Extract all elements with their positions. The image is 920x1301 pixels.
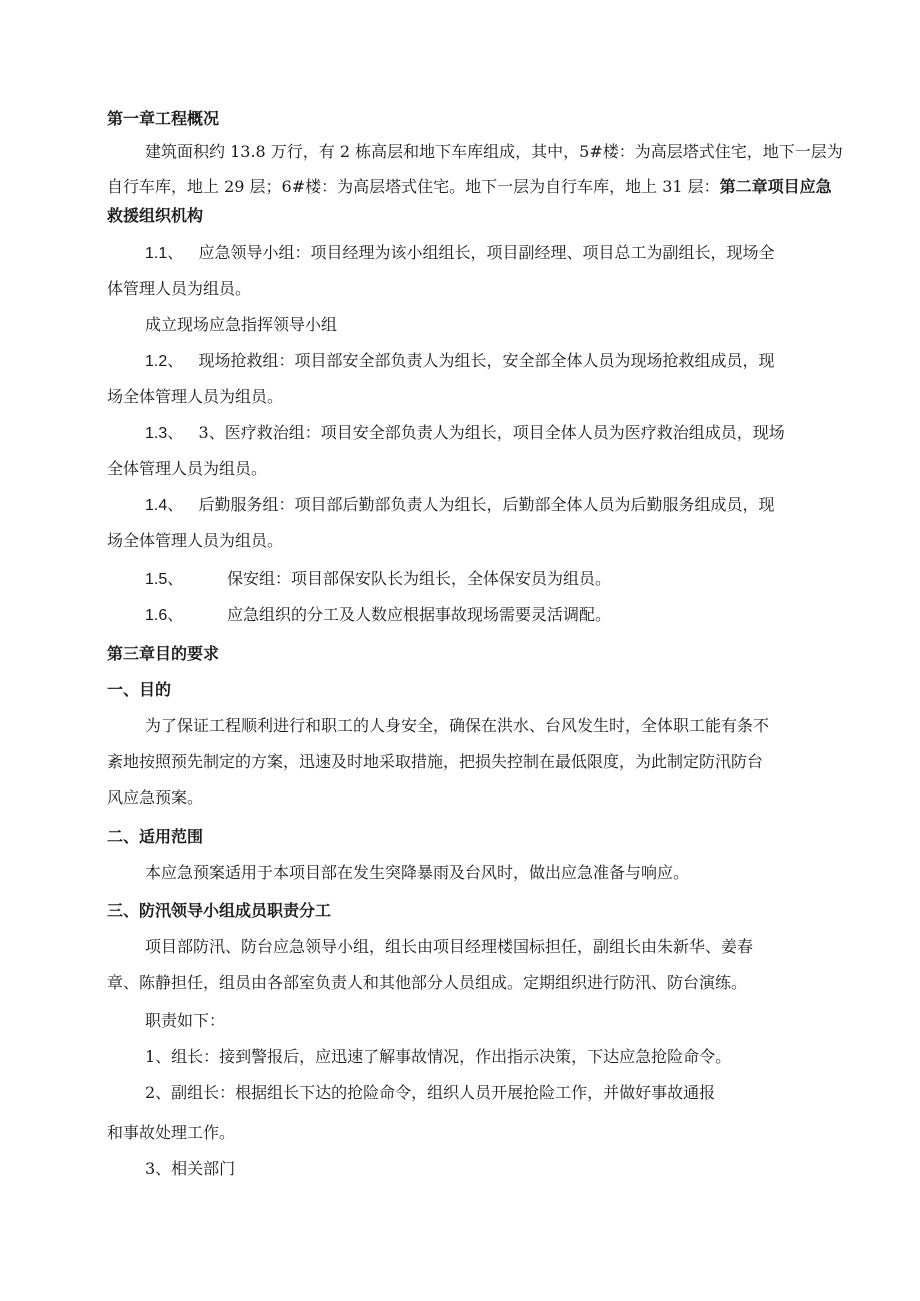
item-text: 3、医疗救治组：项目安全部负责人为组长，项目全体人员为医疗救治组成员，现场 <box>198 423 785 442</box>
item-1-1 <box>145 242 775 265</box>
leadership-group-line: 成立现场应急指挥领导小组 <box>145 315 338 334</box>
item-1-3-cont: 全体管理人员为组员。 <box>107 459 268 478</box>
item-number: 1.4、 <box>145 497 184 514</box>
duty-team-leader: 1、组长：接到警报后，应迅速了解事故情况，作出指示决策，下达应急抢险命令。 <box>145 1047 732 1066</box>
item-number: 1.1、 <box>145 245 184 262</box>
chapter1-paragraph-line2-text: 自行车库，地上 29 层；6#楼：为高层塔式住宅。地下一层为自行车库，地上 31 层： <box>107 177 720 196</box>
item-1-4 <box>145 494 775 517</box>
duty-deputy-leader-line2: 和事故处理工作。 <box>107 1123 236 1142</box>
duties-line2: 章、陈静担任，组员由各部室负责人和其他部分人员组成。定期组织进行防汛、防台演练。 <box>107 973 748 992</box>
item-number: 1.3、 <box>145 425 184 442</box>
item-number: 1.2、 <box>145 353 184 370</box>
item-number: 1.5、 <box>145 571 184 588</box>
item-1-6 <box>145 604 611 627</box>
section-duties-title: 三、防汛领导小组成员职责分工 <box>107 901 332 920</box>
chapter1-paragraph-line2 <box>107 176 832 198</box>
item-text: 应急组织的分工及人数应根据事故现场需要灵活调配。 <box>227 605 612 624</box>
chapter2-title-part1: 第二章项目应急 <box>719 177 832 196</box>
item-text: 现场抢救组：项目部安全部负责人为组长，安全部全体人员为现场抢救组成员，现 <box>198 351 775 370</box>
chapter1-title: 第一章工程概况 <box>107 109 220 128</box>
item-text: 保安组：项目部保安队长为组长，全体保安员为组员。 <box>227 569 612 588</box>
item-1-1-cont: 体管理人员为组员。 <box>107 279 252 298</box>
chapter2-title-part2: 救援组织机构 <box>107 206 204 225</box>
section-purpose-title: 一、目的 <box>107 680 172 699</box>
purpose-line1: 为了保证工程顺利进行和职工的人身安全，确保在洪水、台风发生时，全体职工能有条不 <box>145 716 770 735</box>
item-1-4-cont: 场全体管理人员为组员。 <box>107 531 284 550</box>
item-1-5 <box>145 568 611 591</box>
item-1-2 <box>145 350 775 373</box>
duties-line1: 项目部防汛、防台应急领导小组，组长由项目经理楼国标担任，副组长由朱新华、姜春 <box>145 937 754 956</box>
scope-line1: 本应急预案适用于本项目部在发生突降暴雨及台风时，做出应急准备与响应。 <box>145 863 690 882</box>
chapter3-title: 第三章目的要求 <box>107 644 220 663</box>
purpose-line2: 紊地按照预先制定的方案，迅速及时地采取措施，把损失控制在最低限度，为此制定防汛防台 <box>107 752 764 771</box>
chapter1-paragraph-line1: 建筑面积约 13.8 万行，有 2 栋高层和地下车库组成，其中，5#楼：为高层塔式住宅，地下一层为 <box>145 142 843 161</box>
purpose-line3: 风应急预案。 <box>107 788 204 807</box>
section-scope-title: 二、适用范围 <box>107 827 204 846</box>
duty-deputy-leader-line1: 2、副组长：根据组长下达的抢险命令，组织人员开展抢险工作，并做好事故通报 <box>145 1083 716 1102</box>
item-number: 1.6、 <box>145 607 184 624</box>
item-text: 后勤服务组：项目部后勤部负责人为组长，后勤部全体人员为后勤服务组成员，现 <box>198 495 775 514</box>
duty-related-departments: 3、相关部门 <box>145 1159 236 1178</box>
item-1-3 <box>145 422 785 445</box>
item-text: 应急领导小组：项目经理为该小组组长，项目副经理、项目总工为副组长，现场全 <box>198 243 775 262</box>
item-1-2-cont: 场全体管理人员为组员。 <box>107 387 284 406</box>
duties-intro: 职责如下： <box>145 1011 226 1030</box>
